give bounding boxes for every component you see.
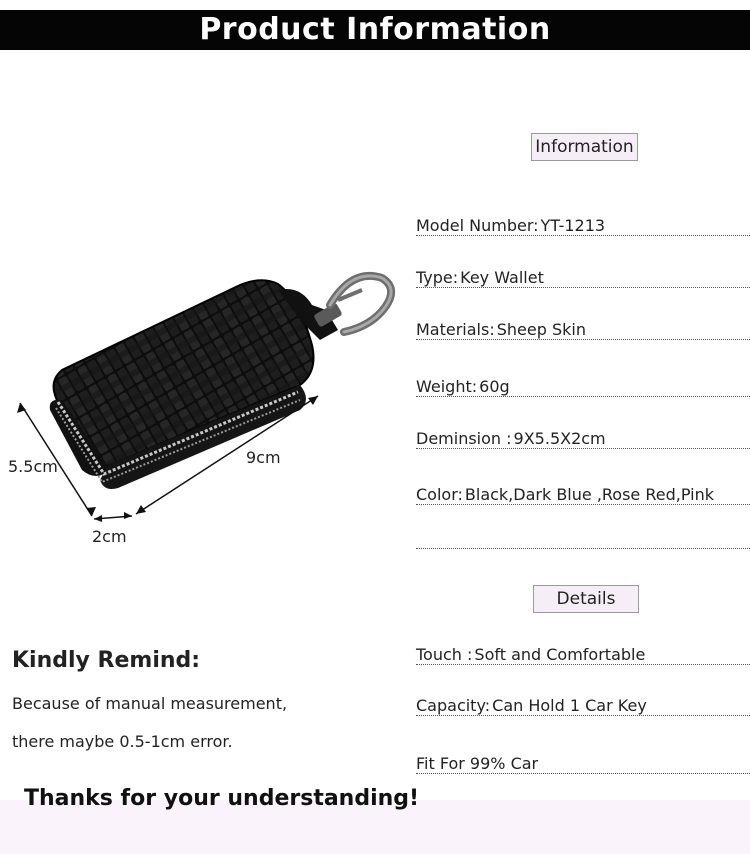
spec-value: 9X5.5X2cm [513, 429, 606, 448]
detail-fit [416, 754, 750, 774]
depth-dimension: 2cm [92, 527, 127, 546]
spec-value: 60g [479, 377, 510, 396]
spec-weight [416, 377, 750, 397]
details-label: Details [533, 585, 639, 613]
spec-label: Weight: [416, 377, 478, 396]
spec-label: Type: [416, 268, 459, 287]
remind-title: Kindly Remind: [12, 648, 201, 673]
spec-color [416, 485, 750, 505]
spec-value: YT-1213 [540, 216, 606, 235]
thanks-message: Thanks for your understanding! [24, 786, 420, 811]
detail-capacity [416, 696, 750, 716]
spec-model-number [416, 216, 750, 236]
detail-touch [416, 645, 750, 665]
spec-label: Materials: [416, 320, 495, 339]
detail-value: Soft and Comfortable [474, 645, 646, 664]
spec-value: Key Wallet [460, 268, 544, 287]
spec-blank-line [416, 530, 750, 549]
spec-type [416, 268, 750, 288]
spec-label: Model Number: [416, 216, 539, 235]
spec-dimension [416, 429, 750, 449]
detail-value: Can Hold 1 Car Key [492, 696, 647, 715]
spec-label: Color: [416, 485, 463, 504]
spec-label: Deminsion : [416, 429, 512, 448]
spec-value: Sheep Skin [496, 320, 586, 339]
remind-line-1: Because of manual measurement, [12, 694, 288, 713]
detail-label: Touch : [416, 645, 473, 664]
key-wallet-image [0, 260, 410, 530]
remind-line-2: there maybe 0.5-1cm error. [12, 732, 233, 751]
page-title: Product Information [0, 10, 750, 50]
length-dimension: 9cm [246, 448, 281, 467]
detail-label: Fit For 99% Car [416, 754, 539, 773]
spec-materials [416, 320, 750, 340]
information-label: Information [531, 133, 638, 161]
detail-label: Capacity: [416, 696, 491, 715]
spec-value: Black,Dark Blue ,Rose Red,Pink [464, 485, 714, 504]
height-dimension: 5.5cm [8, 457, 58, 476]
